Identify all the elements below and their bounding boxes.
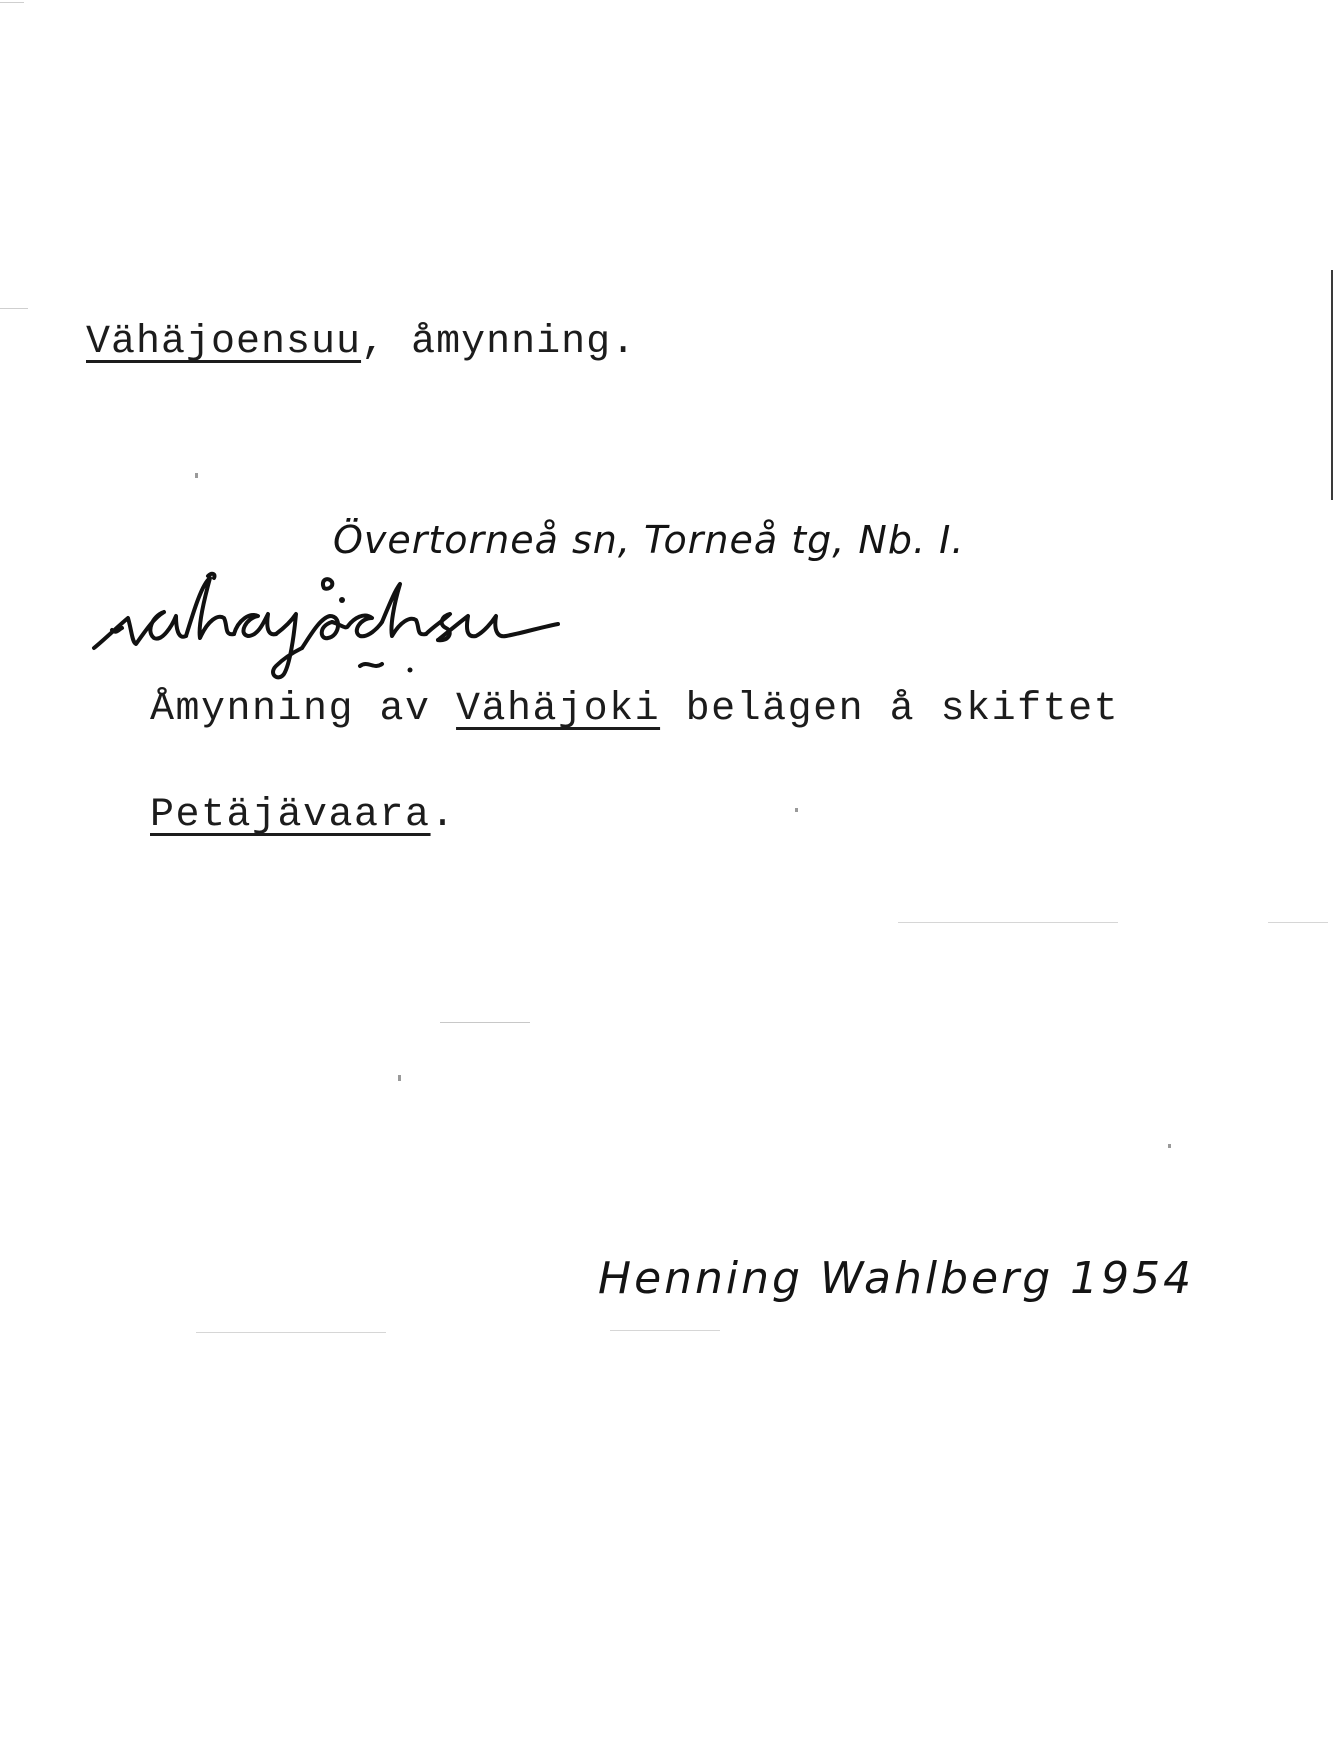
description-end: . bbox=[430, 793, 457, 838]
scan-speck bbox=[440, 1022, 530, 1023]
card-edge-line bbox=[1331, 270, 1333, 500]
handwriting-drawing bbox=[88, 570, 688, 690]
headword-separator: , bbox=[361, 320, 387, 365]
scan-speck bbox=[1268, 922, 1328, 923]
description-line-2 bbox=[150, 793, 456, 838]
scan-speck bbox=[398, 1075, 401, 1081]
description-start: Åmynning av bbox=[150, 687, 457, 732]
scan-speck bbox=[0, 308, 28, 309]
headword: Vähäjoensuu bbox=[86, 320, 362, 365]
headword-type: åmynning. bbox=[411, 320, 637, 365]
scan-speck bbox=[1168, 1144, 1171, 1148]
scan-speck bbox=[196, 1332, 386, 1333]
description-line-1 bbox=[150, 687, 1119, 732]
headword-line bbox=[86, 320, 636, 365]
river-name: Vähäjoki bbox=[456, 687, 661, 732]
location-stamp: Övertorneå sn, Torneå tg, Nb. I. bbox=[333, 518, 965, 562]
place-name: Petäjävaara bbox=[150, 793, 431, 838]
signature-stamp: Henning Wahlberg 1954 bbox=[598, 1253, 1195, 1304]
scan-speck bbox=[610, 1330, 720, 1331]
description-continuation: belägen å skiftet bbox=[660, 687, 1120, 732]
scan-speck bbox=[0, 2, 24, 3]
scan-speck bbox=[898, 922, 1118, 923]
handwritten-dialect-form bbox=[88, 570, 688, 690]
scan-speck bbox=[795, 808, 798, 812]
scan-speck bbox=[195, 473, 198, 478]
